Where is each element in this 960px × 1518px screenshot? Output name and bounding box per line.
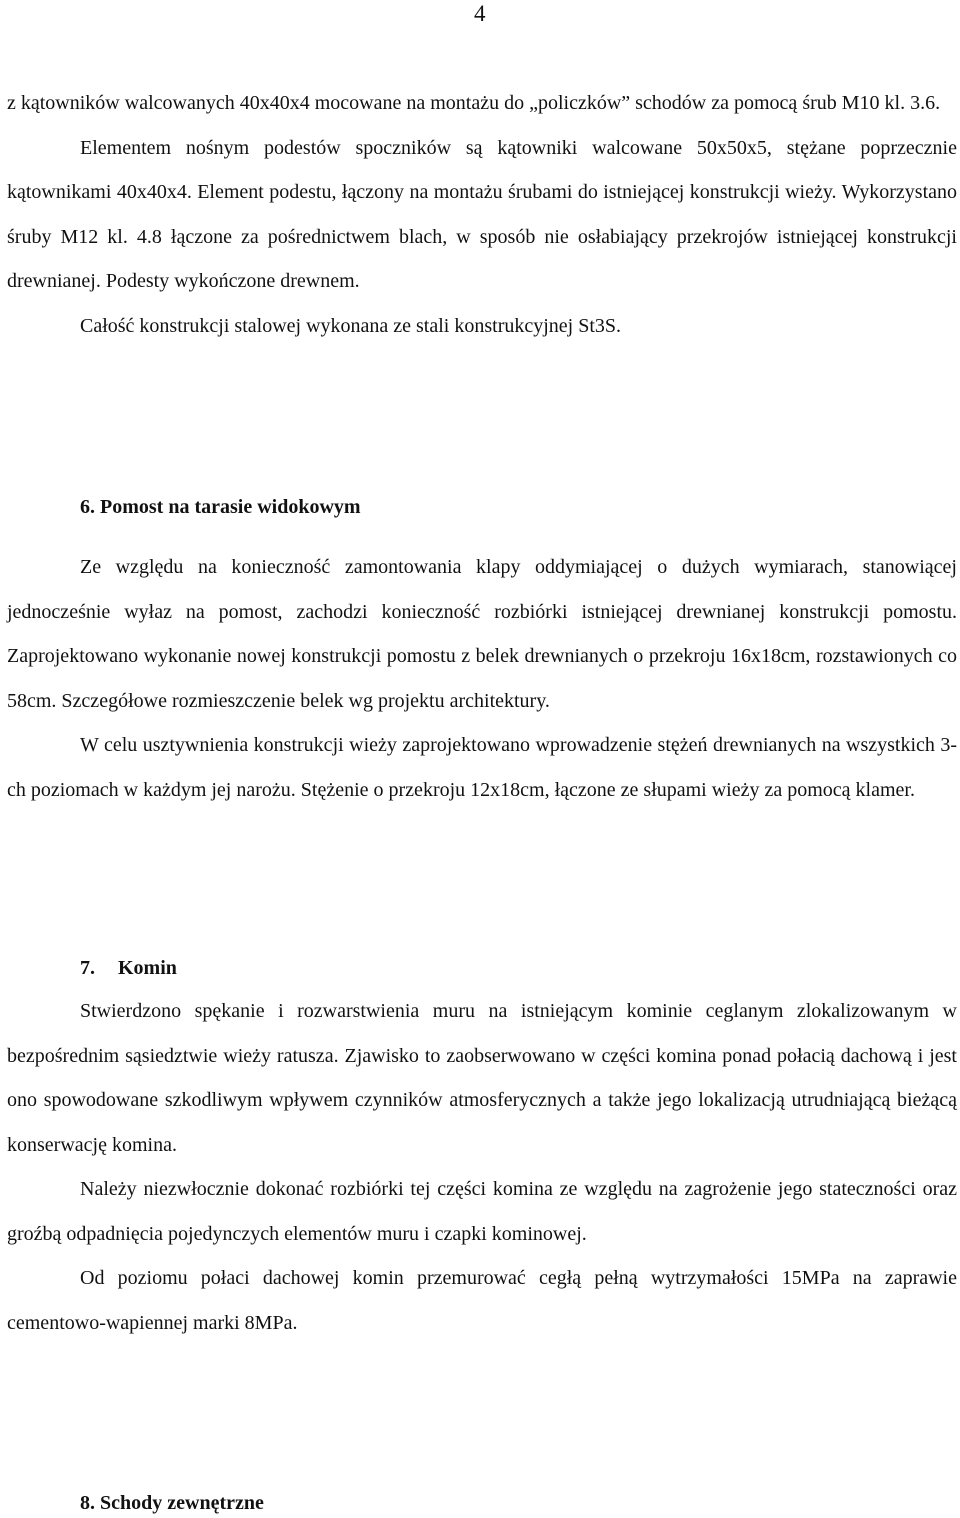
section-5-continuation bbox=[7, 81, 957, 348]
page-number: 4 bbox=[474, 1, 486, 26]
section-6-body bbox=[7, 545, 957, 812]
paragraph-steel-grade: Całość konstrukcji stalowej wykonana ze stali konstrukcyjnej St3S. bbox=[80, 314, 622, 337]
section-8-heading: 8. Schody zewnętrzne bbox=[80, 1492, 264, 1514]
section-7-heading bbox=[80, 953, 177, 983]
paragraph-landing-structure: Elementem nośnym podestów spoczników są kątowniki walcowane 50x50x5, stężane poprzecznie kątownikami 40x40x4. Element podestu, łączony na montażu śrubami do istniejącej konstrukcji wieży. Wykorzystano śruby M12 kl. 4.8 łączone za pośrednictwem blach, w sposób nie osłabiający przekrojów istniejącej konstrukcji drewnianej. Podesty wykończone drewnem. bbox=[7, 136, 957, 292]
paragraph-platform-beams: Ze względu na konieczność zamontowania klapy oddymiającej o dużych wymiarach, stanowiącej jednocześnie wyłaz na pomost, zachodzi konieczność rozbiórki istniejącej drewnianej konstrukcji pomostu. Zaprojektowano wykonanie nowej konstrukcji pomostu z belek drewnianych o przekroju 16x18cm, rozstawionych co 58cm. Szczegółowe rozmieszczenie belek wg projektu architektury. bbox=[7, 556, 957, 712]
section-7-body bbox=[7, 989, 957, 1345]
section-7-title: Komin bbox=[118, 957, 177, 979]
section-6-heading: 6. Pomost na tarasie widokowym bbox=[80, 496, 361, 518]
paragraph-chimney-demolition: Należy niezwłocznie dokonać rozbiórki tej części komina ze względu na zagrożenie jego stateczności oraz groźbą odpadnięcia pojedynczych elementów muru i czapki kominowej. bbox=[7, 1178, 957, 1245]
section-7-number: 7. bbox=[80, 957, 95, 979]
paragraph-chimney-rebuild: Od poziomu połaci dachowej komin przemurować cegłą pełną wytrzymałości 15MPa na zaprawie cementowo-wapiennej marki 8MPa. bbox=[7, 1267, 957, 1334]
paragraph-stair-brackets: z kątowników walcowanych 40x40x4 mocowane na montażu do „policzków” schodów za pomocą śrub M10 kl. 3.6. bbox=[7, 92, 941, 114]
paragraph-chimney-cracks: Stwierdzono spękanie i rozwarstwienia muru na istniejącym kominie ceglanym zlokalizowanym w bezpośrednim sąsiedztwie wieży ratusza. Zjawisko to zaobserwowano w części komina ponad połacią dachową i jest ono spowodowane szkodliwym wpływem czynników atmosferycznych a także jego lokalizacją utrudniającą bieżącą konserwację komina. bbox=[7, 1000, 957, 1156]
paragraph-tower-bracing: W celu usztywnienia konstrukcji wieży zaprojektowano wprowadzenie stężeń drewnianych na wszystkich 3-ch poziomach w każdym jej narożu. Stężenie o przekroju 12x18cm, łączone ze słupami wieży za pomocą klamer. bbox=[7, 734, 957, 801]
